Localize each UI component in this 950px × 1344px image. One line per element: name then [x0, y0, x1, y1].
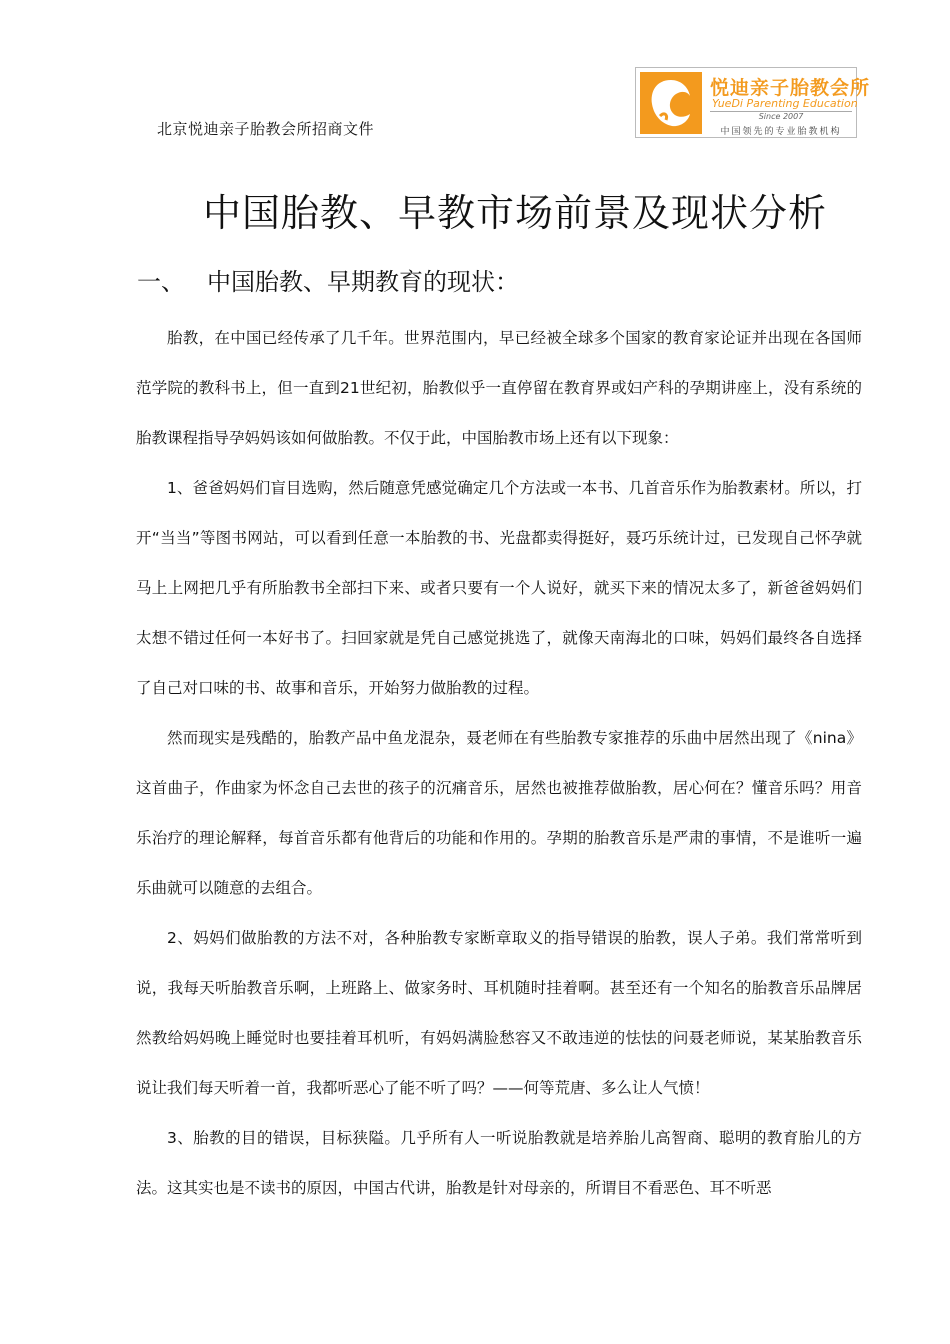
- logo-since: Since 2007: [710, 111, 852, 122]
- logo-english-name: YueDi Parenting Education: [712, 97, 858, 110]
- paragraph: 然而现实是残酷的，胎教产品中鱼龙混杂，聂老师在有些胎教专家推荐的乐曲中居然出现了《nina》这首曲子，作曲家为怀念自己去世的孩子的沉痛音乐，居然也被推荐做胎教，居心何在？懂音乐吗？用音乐治疗的理论解释，每首音乐都有他背后的功能和作用的。孕期的胎教音乐是严肃的事情，不是谁听一遍乐曲就可以随意的去组合。: [136, 729, 862, 897]
- baby-silhouette-icon: [640, 72, 702, 134]
- paragraph: 胎教，在中国已经传承了几千年。世界范围内，早已经被全球多个国家的教育家论证并出现在各国师范学院的教科书上，但一直到21世纪初，胎教似乎一直停留在教育界或妇产科的孕期讲座上，没有系统的胎教课程指导孕妈妈该如何做胎教。不仅于此，中国胎教市场上还有以下现象：: [136, 329, 862, 447]
- document-body: [136, 313, 862, 1213]
- paragraph: 2、妈妈们做胎教的方法不对，各种胎教专家断章取义的指导错误的胎教，误人子弟。我们常常听到说，我每天听胎教音乐啊，上班路上、做家务时、耳机随时挂着啊。甚至还有一个知名的胎教音乐品牌居然教给妈妈晚上睡觉时也要挂着耳机听，有妈妈满脸愁容又不敢违逆的怯怯的问聂老师说，某某胎教音乐说让我们每天听着一首，我都听恶心了能不听了吗？——何等荒唐、多么让人气愤！: [136, 929, 862, 1097]
- section-heading-text: 中国胎教、早期教育的现状：: [207, 268, 519, 296]
- paragraph: 1、爸爸妈妈们盲目选购，然后随意凭感觉确定几个方法或一本书、几首音乐作为胎教素材。所以，打开“当当”等图书网站，可以看到任意一本胎教的书、光盘都卖得挺好，聂巧乐统计过，已发现自己怀孕就马上上网把几乎有所胎教书全部扫下来、或者只要有一个人说好，就买下来的情况太多了，新爸爸妈妈们太想不错过任何一本好书了。扫回家就是凭自己感觉挑选了，就像天南海北的口味，妈妈们最终各自选择了自己对口味的书、故事和音乐，开始努力做胎教的过程。: [136, 479, 862, 697]
- company-logo: [635, 67, 871, 138]
- section-heading: [137, 262, 519, 297]
- document-header-label: 北京悦迪亲子胎教会所招商文件: [157, 120, 375, 138]
- page-title: 中国胎教、早教市场前景及现状分析: [202, 191, 827, 235]
- logo-brand-name: 悦迪亲子胎教会所: [710, 77, 871, 99]
- logo-slogan: 中国领先的专业胎教机构: [720, 127, 842, 137]
- section-number: 一、: [137, 268, 185, 296]
- paragraph: 3、胎教的目的错误，目标狭隘。几乎所有人一听说胎教就是培养胎儿高智商、聪明的教育胎儿的方法。这其实也是不读书的原因，中国古代讲，胎教是针对母亲的，所谓目不看恶色、耳不听恶: [136, 1129, 862, 1197]
